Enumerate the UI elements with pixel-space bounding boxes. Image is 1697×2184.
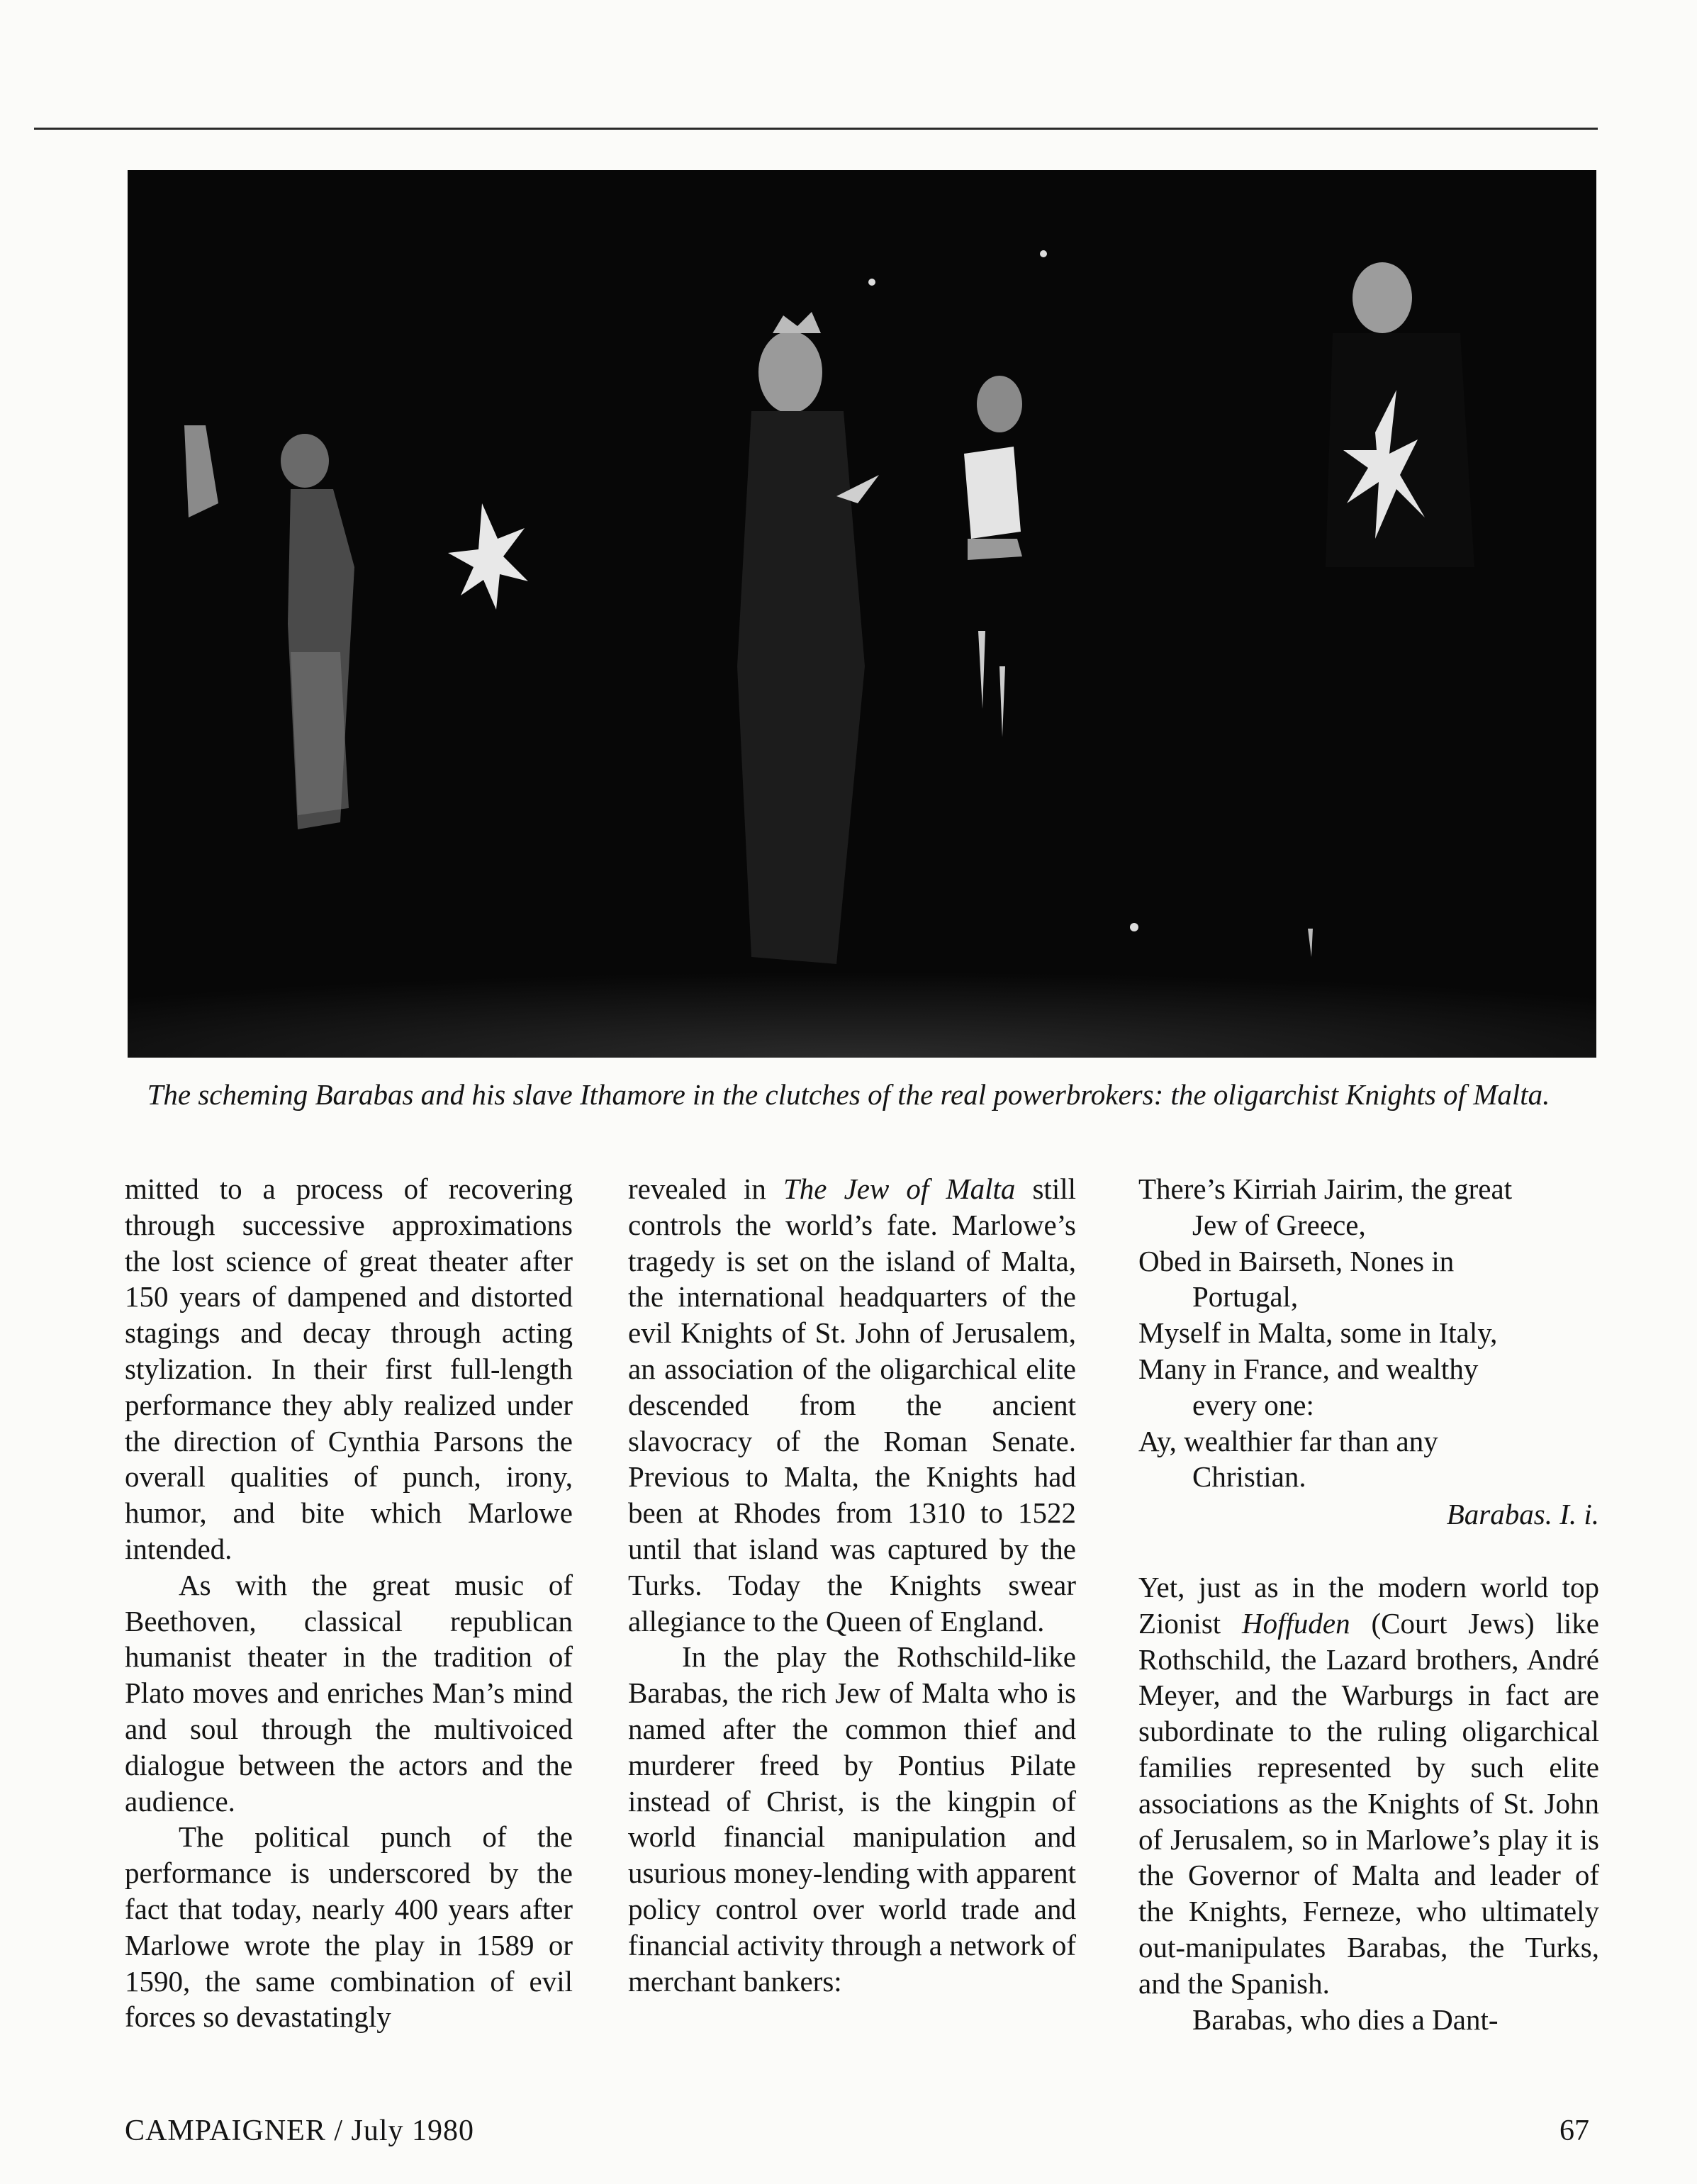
verse-line: Christian. (1192, 1460, 1306, 1494)
col2-paragraph-2: In the play the Rothschild-like Barabas, the rich Jew of Malta who is named after the common thief and murderer freed by Pontius Pilate instead of Christ, is the kingpin of world financial manipulation and usurious money-lending with apparent policy control over world trade and financial activity through a network of merchant bankers: (628, 1640, 1076, 1998)
col3-p1-text-a: Yet, just as in the modern world top Zionist (1138, 1570, 1599, 1640)
col1-paragraph-2: As with the great music of Beethoven, classical republican humanist theater in the tradition of Plato moves and enriches Man’s mind and soul through the multivoiced dialogue between the actors and the audience. (125, 1568, 573, 1818)
verse-line: Jew of Greece, (1192, 1208, 1366, 1241)
photo-caption: The scheming Barabas and his slave Ithamore in the clutches of the real powerbrokers: the oligarchist Knights of Malta. (147, 1078, 1550, 1111)
col1-paragraph-3: The political punch of the performance is underscored by the fact that today, nearly 400 years after Marlowe wrote the play in 1589 or 1590, the same combination of evil forces so devastatingly (125, 1820, 573, 2034)
text-column-3 (1138, 1171, 1599, 2037)
verse-line: Portugal, (1192, 1280, 1299, 1314)
verse-line: Many in France, and wealthy (1138, 1352, 1479, 1385)
header-rule (34, 128, 1598, 130)
col3-paragraph-2: Barabas, who dies a Dant- (1192, 2003, 1499, 2036)
col2-p1-text-b: still controls the world’s fate. Marlowe’s tragedy is set on the island of Malta, the international headquarters of the evil Knights of St. John of Jerusalem, an association of the oligarchical elite descended from the ancient slavocracy of the Roman Senate. Previous to Malta, the Knights had been at Rhodes from 1310 to 1522 until that island was captured by the Turks. Today the Knights swear allegiance to the Queen of England. (628, 1172, 1076, 1637)
col3-p1-text-b: (Court Jews) like Rothschild, the Lazard brothers, André Meyer, and the Warburgs in fact are subordinate to the ruling oligarchical families represented by such elite associations as the Knights of St. John of Jerusalem, so in Marlowe’s play it is the Governor of Malta and leader of the Knights, Ferneze, who ultimately out-manipulates Barabas, the Turks, and the Spanish. (1138, 1606, 1599, 2000)
verse-line: Myself in Malta, some in Italy, (1138, 1316, 1498, 1350)
italic-term: Hoffuden (1242, 1606, 1350, 1640)
verse-attribution: Barabas. I. i. (1446, 1498, 1599, 1531)
footer-publication: CAMPAIGNER / July 1980 (125, 2115, 475, 2147)
play-title: The Jew of Malta (783, 1172, 1016, 1205)
stage-photo-image (128, 170, 1596, 1058)
col2-p1-text-a: revealed in (628, 1172, 783, 1205)
col1-paragraph-1: mitted to a process of recovering through successive approximations the lost science of great theater after 150 years of dampened and distorted stagings and decay through acting stylization. In their first full-length performance they ably realized under the direction of Cynthia Parsons the overall qualities of punch, irony, humor, and bite which Marlowe intended. (125, 1172, 573, 1565)
verse-line: every one: (1192, 1388, 1314, 1421)
verse-quote (1138, 1171, 1599, 1533)
verse-line: Ay, wealthier far than any (1138, 1424, 1438, 1457)
verse-line: Obed in Bairseth, Nones in (1138, 1244, 1455, 1277)
verse-line: There’s Kirriah Jairim, the great (1138, 1172, 1513, 1205)
page-number: 67 (1559, 2115, 1589, 2147)
text-column-1 (125, 1171, 573, 2035)
stage-photo (128, 170, 1596, 1058)
text-column-2 (628, 1171, 1076, 1999)
col3-paragraph-1 (1138, 1569, 1599, 2002)
col2-paragraph-1 (628, 1171, 1076, 1639)
